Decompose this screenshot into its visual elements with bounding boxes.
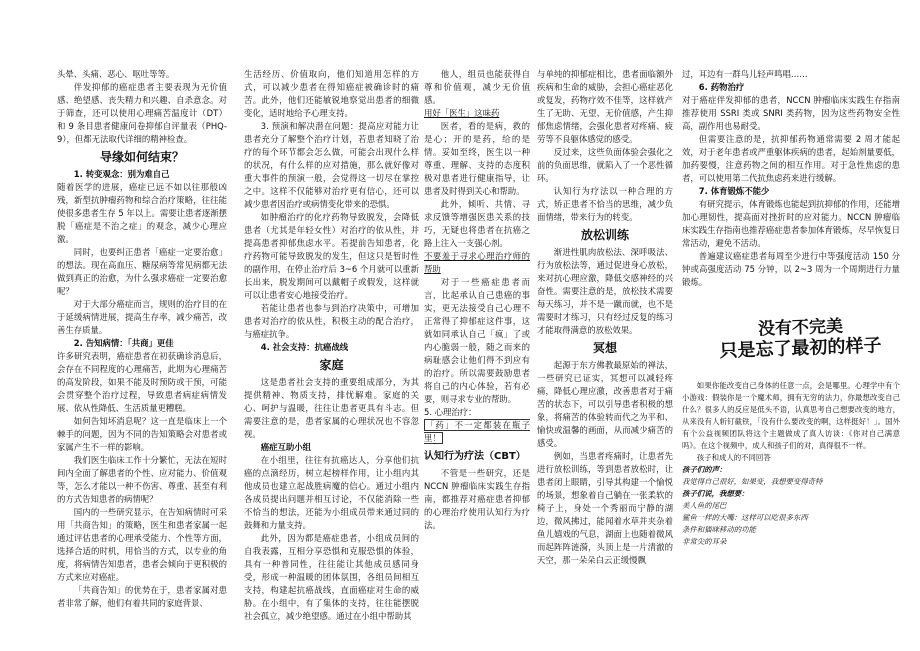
column-1	[57, 68, 227, 648]
paragraph: 起源于东方佛教最原始的禅法，一些研究已证实，冥想可以减轻疼痛，降低心理应激，改善患者对于痛苦的状态下，可以引导患者积极的想象，将痛苦的体验转而代之为平和、愉快或温馨的画面，从而减少痛苦的感受。	[537, 360, 673, 448]
paragraph: 反过来，这些负面体验会强化之前的负面思维，就陷入了一个恶性循环。	[537, 147, 673, 183]
section-heading: 家庭	[319, 358, 344, 372]
paragraph: 与单纯的抑郁症相比，患者面临额外疾病和生命的威胁，会担心癌症恶化或复发，药物疗效不佳等，这样就产生了无助、无望、无价值感，产生抑郁焦虑情绪，会强化患者对疼痛、疲劳等不良躯体感觉的感受。	[537, 69, 673, 144]
paragraph: 普遍建议癌症患者每周至少进行中等强度活动 150 分钟或高强度活动 75 分钟，以 2~3 周为一个周期进行力量锻炼。	[682, 251, 900, 287]
paragraph: 对于大部分癌症而言，规则的治疗目的在于延缓病情进展，提高生存率，减少痛苦，改善生存质量。	[57, 299, 227, 335]
paragraph: 渐进性肌肉放松法、深呼吸法、行为放松法等，通过促进身心放松，来对抗心理应激，降低交感神经的兴奋性。需要注意的是，放松技术需要每天练习，并不是一蹴而就，也不是需要时才练习，只有经过反复的练习才能取得满意的放松效果。	[537, 247, 673, 335]
slogan-line-2: 只是忘了最初的样子	[719, 335, 882, 362]
italic-line: 非常尖的耳朵	[682, 537, 727, 546]
subheading: 5. 心理治疗：	[424, 407, 477, 417]
column-5	[682, 68, 900, 318]
paragraph: 国内的一些研究显示，在告知病情时可采用「共商告知」的策略，医生和患者家属一起通过评估患者的心理承受能力、个性等方面，选择合适的时机，用恰当的方式，以专业的角度，将病情告知患者，患者会倾向于更积极的方式来应对癌症。	[57, 507, 227, 582]
paragraph: 头晕、头痛、恶心、呕吐等等。	[57, 69, 175, 79]
paragraph: 伴发抑郁的癌症患者主要表现为无价值感、绝望感、丧失精力和兴趣、自杀意念。对于筛查，还可以使用心理痛苦温度计（DT）和 9 条目患者健康问卷抑郁自评量表（PHQ-9），但都无法取代详细的精神检查。	[57, 82, 227, 144]
paragraph: 但需要注意的是，抗抑郁药物通常需要 2 周才能起效，对于老年患者或严重躯体疾病的患者，起始剂量要低，加药要慢，注意药物之间的相互作用。对于急性焦虑的患者，可以使用第二代抗焦虑药来进行缓解。	[682, 134, 900, 183]
section-heading: 放松训练	[580, 228, 629, 242]
page-top-margin	[0, 0, 920, 68]
paragraph: 此外，因为都是癌症患者，小组成员间的自我表露，互相分享恐惧和克服恐惧的体验，具有一种普同性，往往能让其他成员感同身受，形成一种温暖的团体氛围，各组员间相互支持，构建起抗癌战线，直面癌症对生命的威胁。在小组中，有了集体的支持，往往能摆脱社会孤立，减少绝望感。通过在小组中帮助其	[244, 533, 419, 621]
paragraph: 认知行为疗法以一种合理的方式，矫正患者不恰当的思维，减少负面情绪，带来行为的转变。	[537, 186, 673, 222]
slogan-line-1: 没有不完美	[757, 316, 844, 340]
section-heading: 导缘如何结束？	[99, 150, 184, 164]
paragraph: 有研究提示，体育锻炼也能起到抗抑郁的作用，还能增加心理韧性，提高面对挫折时的应对能力。NCCN 肿瘤临床实践生存指南也推荐癌症患者参加体育锻炼，尽早恢复日常活动，避免不活动。	[682, 199, 900, 248]
paragraph: 他人，组员也能获得自尊和价值观，减少无价值感。	[424, 69, 530, 105]
paragraph: 对于癌症伴发抑郁的患者，NCCN 肿瘤临床实践生存指南推荐使用 SSRI 类或 SNRI 类药物，因为这些药物安全性高，副作用也易耐受。	[682, 95, 900, 131]
section-heading: 认知行为疗法（CBT）	[424, 451, 526, 462]
paragraph: 对于一些癌症患者而言，比起承认自己患癌的事实，更无法接受自己心理不正常得了抑郁症这件事，这就如同承认自己「疯」了或内心脆弱一般，随之而来的病耻感会让他们得不到应有的治疗。所以需要鼓励患者将自己的内心体验，若有必要，则寻求专业的帮助。	[424, 277, 530, 404]
paragraph: 如果你能改变自己身体的任意一点，会是哪里。心理学中有个小游戏：假装你是一个魔术师，拥有无穷的法力，你最想改变自己什么？很多人的反应是低头不语，认真思考自己想要改变的地方，从来没有人斩钉截铁，「没有什么要改变的啊，这样挺好！」。国外有个公益视频团队将这个主题做成了真人访谈：《你对自己满意吗》。在这个视频中，成人和孩子们的对，真得很不一样。	[682, 381, 900, 450]
paragraph: 如何告知坏消息呢？这一直是临床上一个棘手的问题，因为不同的告知策略会对患者或家属产生不一样的影响。	[57, 416, 227, 452]
paragraph: 同时，也要纠正患者「癌症一定要治愈」的想法。现在高血压、糖尿病等常见病都无法做到真正的治愈，为什么强求癌症一定要治愈呢？	[57, 247, 227, 296]
italic-line: 鲨鱼一样的大嘴：这样可以吃很多东西	[682, 513, 808, 522]
italic-line: 孩子们说，我想要：	[682, 489, 749, 498]
italic-line: 我觉得自己很好，如果变，我想要变得奇特	[682, 477, 823, 486]
paragraph: 许多研究表明，癌症患者在初获确诊消息后，会存在不同程度的心理痛苦，此期为心理痛苦的高发阶段，如果不能及时预防或干预，可能会贯穿整个治疗过程，导致患者病症病情发展、依从性降低、生活质量更糟糕。	[57, 351, 227, 413]
paragraph: 此外，倾听、共情、寻求反馈等增强医患关系的技巧，无疑也将患者在抗癌之路上注入一支强心剂。	[424, 199, 530, 248]
section-heading: 冥想	[592, 341, 617, 355]
italic-line: 条件和猫咪移动的功能	[682, 525, 756, 534]
paragraph: 3. 预演和解决潜在问题：提高应对能力让患者充分了解整个治疗计划，若患者知晓了治疗的每个环节都会怎么做，可能会出现什么样的状况，有什么样的应对措施，那么就好像对重大事件的预演一般，会觉得这一切尽在掌控之中。这样不仅能够对治疗更有信心，还可以减少患者因治疗或病情变化带来的恐惧。	[244, 121, 419, 209]
boxed-callout: 「药」不一定都装在瓶子里！	[424, 420, 530, 443]
subheading: 1. 转变观念：别为难自己	[73, 169, 170, 179]
column-4	[537, 68, 673, 648]
paragraph: 若能让患者也参与到治疗决策中，可增加患者对治疗的依从性，积极主动的配合治疗，与癌症抗争。	[244, 303, 419, 339]
subheading: 6. 药物治疗	[698, 82, 745, 92]
italic-line: 美人鱼的尾巴	[682, 501, 727, 510]
subheading: 癌症互助小组	[260, 442, 312, 452]
paragraph: 生活经历、价值取向，他们知道用怎样的方式，可以减少患者在得知癌症被确诊时的痛苦。此外，他们还能敏锐地察觉出患者的细微变化，适时地给予心理支持。	[244, 69, 419, 118]
paragraph: 过，耳边有一群鸟儿轻声鸣唱……	[682, 69, 808, 79]
paragraph: 这是患者社会支持的重要组成部分，为其提供精神、物质支持，排忧解难。家庭的关心、呵护与温暖，往往让患者更具有斗志。但需要注意的是，患者家属的心理状况也不容忽视。	[244, 377, 419, 439]
subheading: 4. 社会支持：抗癌战线	[260, 342, 349, 352]
slogan-title	[688, 318, 913, 360]
paragraph: 例如，当患者疼痛时，让患者先进行放松训练，等到患者放松时，让患者闭上眼睛，引导其构建一个愉悦的场景，想象着自己躺在一张柔软的椅子上，身处一个秀丽而宁静的湖边，微风拂过，能闻着水草并夹杂着鱼儿嬉戏的气息，湖面上也随着微风而起阵阵涟漪，头顶上是一片清澈的天空，那一朵朵白云正缓慢飘	[537, 451, 673, 565]
paragraph: 不管是一些研究，还是 NCCN 肿瘤临床实践生存指南，都推荐对癌症患者抑郁的心理治疗使用认知行为疗法。	[424, 468, 530, 530]
paragraph: 「共商告知」的优势在于，患者家属对患者非常了解，他们有着共同的家庭背景、	[57, 585, 227, 608]
paragraph: 医者，看的是病，救的是心；开的是药，给的是情。妥如至终，医生以一种尊重、理解、支持的态度积极对患者进行健康指导，让患者及时得到关心和帮助。	[424, 121, 530, 196]
subheading: 2. 告知病情：「共商」更佳	[73, 338, 174, 348]
paragraph: 我们医生临床工作十分繁忙，无法在短时间内全面了解患者的个性、应对能力、价值观等，怎么才能以一种不伤害、尊重、甚至有利的方式告知患者的病情呢？	[57, 455, 227, 504]
paragraph: 在小组里，往往有抗癌达人，分享他们抗癌的点滴经历，树立起榜样作用，让小组内其他成员也建立起战胜病魔的信心。通过小组内各成员提出问题并相互讨论，不仅能消除一些不恰当的想法，还能为小组成员带来通过同的鼓舞和力量支持。	[244, 455, 419, 530]
paragraph: 随着医学的进展，癌症已远不如以往那般凶残，新型抗肿瘤药物和综合治疗策略，往往能使很多患者生存 5 年以上。需要让患者逐渐摆脱「癌症是不治之症」的观念，减少心理应激。	[57, 182, 227, 244]
column-2	[244, 68, 419, 648]
paragraph: 如肿瘤治疗的化疗药物导致脱发，会降低患者（尤其是年轻女性）对治疗的依从性，并提高患者抑郁焦虑水平。若提前告知患者，化疗药物可能导致脱发的发生，但这只是暂时性的副作用，在停止治疗后 3~6 个月就可以重新长出来，脱发期间可以戴帽子或假发，这样就可以让患者安心地接受治疗。	[244, 212, 419, 300]
subheading: 不要羞于寻求心理治疗师的帮助	[424, 251, 530, 274]
paragraph: 孩子和成人的不同回答	[696, 453, 771, 462]
column-5-lower	[682, 380, 900, 600]
subheading: 7. 体育锻炼不能少	[698, 186, 770, 196]
subheading: 用好「医生」这味药	[424, 108, 500, 118]
italic-line: 孩子们的声：	[682, 465, 727, 474]
column-3	[424, 68, 530, 648]
